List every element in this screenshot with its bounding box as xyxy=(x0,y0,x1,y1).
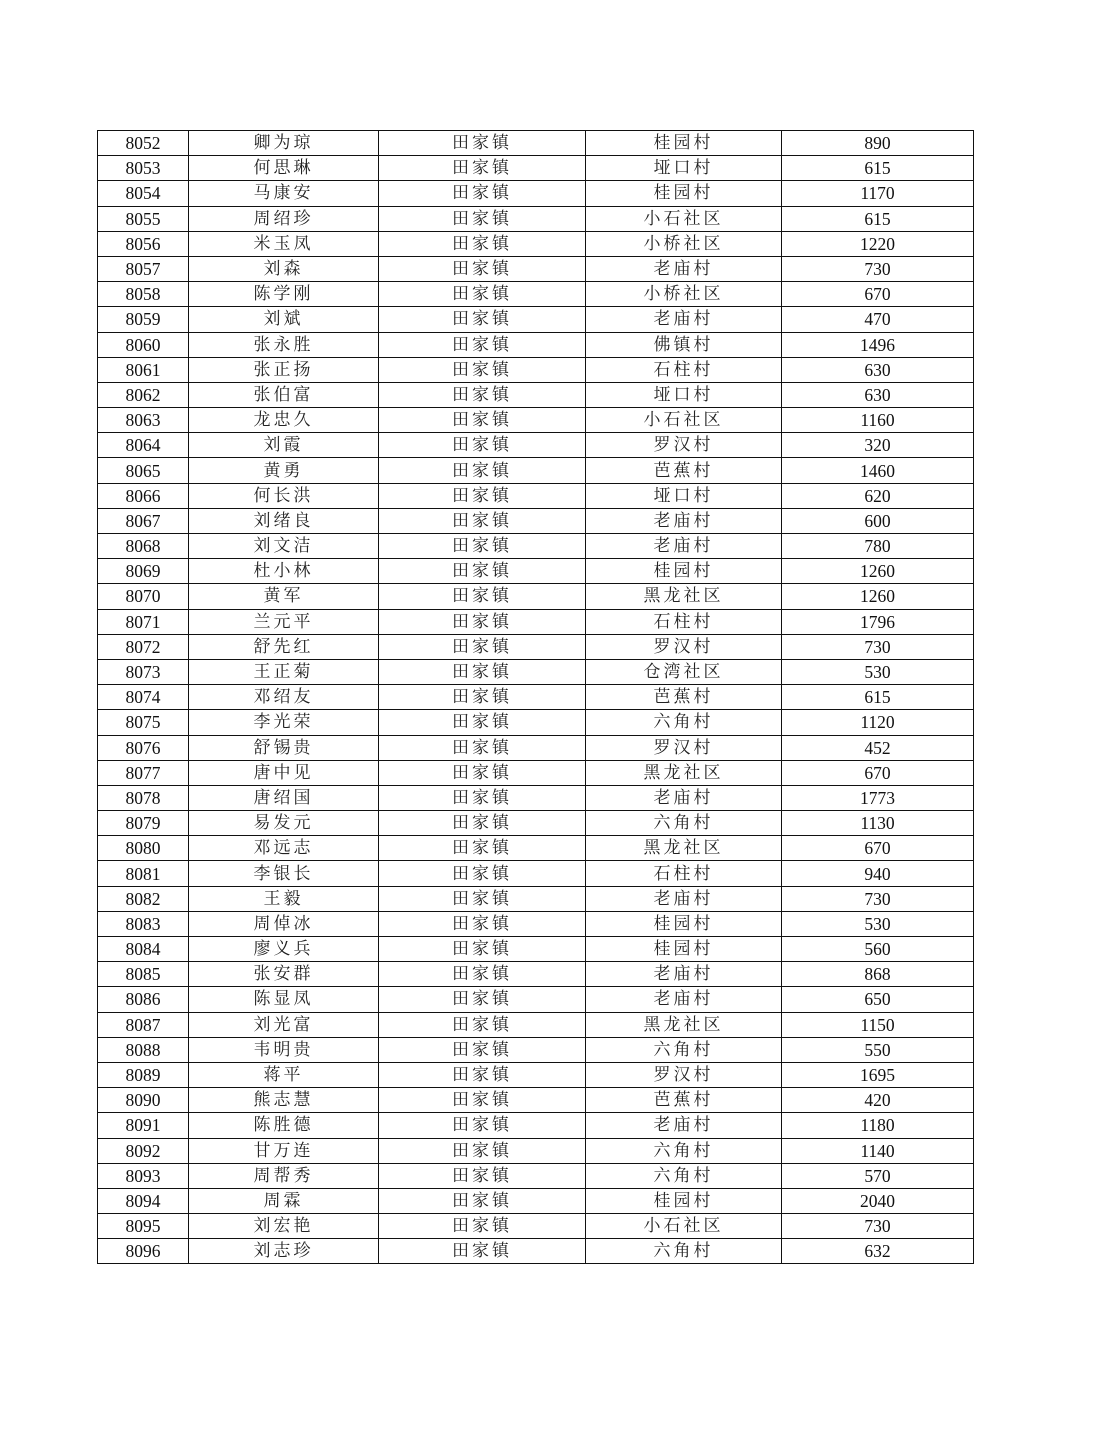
cell-id: 8054 xyxy=(98,181,189,206)
cell-name: 刘斌 xyxy=(189,307,379,332)
table-row xyxy=(98,1113,974,1138)
cell-village: 六角村 xyxy=(586,811,782,836)
cell-name: 周霖 xyxy=(189,1188,379,1213)
cell-amount: 1496 xyxy=(782,332,974,357)
cell-id: 8057 xyxy=(98,256,189,281)
table-row xyxy=(98,1062,974,1087)
cell-village: 老庙村 xyxy=(586,307,782,332)
cell-amount: 570 xyxy=(782,1163,974,1188)
cell-village: 桂园村 xyxy=(586,1188,782,1213)
cell-town: 田家镇 xyxy=(379,937,586,962)
cell-village: 石柱村 xyxy=(586,609,782,634)
cell-id: 8084 xyxy=(98,937,189,962)
cell-village: 桂园村 xyxy=(586,181,782,206)
cell-id: 8075 xyxy=(98,710,189,735)
cell-amount: 1140 xyxy=(782,1138,974,1163)
cell-name: 陈显凤 xyxy=(189,987,379,1012)
cell-village: 小石社区 xyxy=(586,1214,782,1239)
table-row xyxy=(98,231,974,256)
cell-town: 田家镇 xyxy=(379,911,586,936)
cell-town: 田家镇 xyxy=(379,710,586,735)
cell-name: 易发元 xyxy=(189,811,379,836)
cell-name: 舒先红 xyxy=(189,634,379,659)
cell-town: 田家镇 xyxy=(379,685,586,710)
cell-town: 田家镇 xyxy=(379,483,586,508)
cell-town: 田家镇 xyxy=(379,332,586,357)
cell-amount: 630 xyxy=(782,382,974,407)
cell-amount: 600 xyxy=(782,508,974,533)
cell-town: 田家镇 xyxy=(379,861,586,886)
cell-name: 张伯富 xyxy=(189,382,379,407)
cell-town: 田家镇 xyxy=(379,659,586,684)
cell-town: 田家镇 xyxy=(379,282,586,307)
cell-name: 周绍珍 xyxy=(189,206,379,231)
cell-name: 唐绍国 xyxy=(189,785,379,810)
cell-town: 田家镇 xyxy=(379,886,586,911)
cell-village: 老庙村 xyxy=(586,256,782,281)
cell-id: 8078 xyxy=(98,785,189,810)
cell-amount: 730 xyxy=(782,886,974,911)
cell-village: 老庙村 xyxy=(586,987,782,1012)
cell-town: 田家镇 xyxy=(379,1239,586,1264)
table-row xyxy=(98,357,974,382)
table-row xyxy=(98,433,974,458)
table-row xyxy=(98,1088,974,1113)
table-row xyxy=(98,282,974,307)
cell-name: 刘文洁 xyxy=(189,534,379,559)
table-row xyxy=(98,584,974,609)
cell-town: 田家镇 xyxy=(379,634,586,659)
table-row xyxy=(98,659,974,684)
table-row xyxy=(98,911,974,936)
cell-id: 8052 xyxy=(98,131,189,156)
cell-id: 8056 xyxy=(98,231,189,256)
cell-village: 老庙村 xyxy=(586,534,782,559)
cell-amount: 650 xyxy=(782,987,974,1012)
cell-amount: 1260 xyxy=(782,559,974,584)
cell-amount: 470 xyxy=(782,307,974,332)
table-row xyxy=(98,987,974,1012)
cell-amount: 1170 xyxy=(782,181,974,206)
cell-id: 8090 xyxy=(98,1088,189,1113)
table-row xyxy=(98,332,974,357)
cell-village: 芭蕉村 xyxy=(586,685,782,710)
cell-amount: 670 xyxy=(782,760,974,785)
cell-amount: 1695 xyxy=(782,1062,974,1087)
cell-id: 8089 xyxy=(98,1062,189,1087)
cell-village: 六角村 xyxy=(586,1163,782,1188)
cell-town: 田家镇 xyxy=(379,357,586,382)
cell-village: 芭蕉村 xyxy=(586,458,782,483)
cell-id: 8091 xyxy=(98,1113,189,1138)
cell-amount: 615 xyxy=(782,685,974,710)
cell-village: 六角村 xyxy=(586,710,782,735)
cell-name: 韦明贵 xyxy=(189,1037,379,1062)
table-row xyxy=(98,483,974,508)
cell-name: 舒锡贵 xyxy=(189,735,379,760)
cell-amount: 1796 xyxy=(782,609,974,634)
cell-town: 田家镇 xyxy=(379,1088,586,1113)
cell-town: 田家镇 xyxy=(379,508,586,533)
table-row xyxy=(98,785,974,810)
table-row xyxy=(98,1188,974,1213)
cell-town: 田家镇 xyxy=(379,1163,586,1188)
table-row xyxy=(98,559,974,584)
table-row xyxy=(98,131,974,156)
cell-amount: 890 xyxy=(782,131,974,156)
table-row xyxy=(98,458,974,483)
cell-village: 芭蕉村 xyxy=(586,1088,782,1113)
cell-town: 田家镇 xyxy=(379,433,586,458)
cell-amount: 632 xyxy=(782,1239,974,1264)
cell-village: 六角村 xyxy=(586,1037,782,1062)
cell-name: 刘志珍 xyxy=(189,1239,379,1264)
table-row xyxy=(98,861,974,886)
cell-village: 桂园村 xyxy=(586,559,782,584)
table-row xyxy=(98,206,974,231)
cell-name: 蒋平 xyxy=(189,1062,379,1087)
table-row xyxy=(98,408,974,433)
cell-name: 王正菊 xyxy=(189,659,379,684)
cell-name: 黄军 xyxy=(189,584,379,609)
cell-town: 田家镇 xyxy=(379,1062,586,1087)
cell-town: 田家镇 xyxy=(379,408,586,433)
cell-id: 8061 xyxy=(98,357,189,382)
cell-name: 王毅 xyxy=(189,886,379,911)
cell-id: 8063 xyxy=(98,408,189,433)
cell-id: 8093 xyxy=(98,1163,189,1188)
cell-village: 小石社区 xyxy=(586,408,782,433)
cell-amount: 868 xyxy=(782,962,974,987)
cell-town: 田家镇 xyxy=(379,1138,586,1163)
cell-town: 田家镇 xyxy=(379,760,586,785)
cell-town: 田家镇 xyxy=(379,131,586,156)
cell-amount: 550 xyxy=(782,1037,974,1062)
table-body xyxy=(98,131,974,1264)
cell-village: 石柱村 xyxy=(586,357,782,382)
cell-village: 老庙村 xyxy=(586,962,782,987)
cell-name: 马康安 xyxy=(189,181,379,206)
cell-village: 老庙村 xyxy=(586,785,782,810)
cell-name: 兰元平 xyxy=(189,609,379,634)
cell-name: 甘万连 xyxy=(189,1138,379,1163)
cell-town: 田家镇 xyxy=(379,382,586,407)
cell-amount: 1773 xyxy=(782,785,974,810)
cell-amount: 1260 xyxy=(782,584,974,609)
table-row xyxy=(98,181,974,206)
cell-village: 垭口村 xyxy=(586,382,782,407)
cell-village: 老庙村 xyxy=(586,886,782,911)
cell-town: 田家镇 xyxy=(379,609,586,634)
cell-id: 8095 xyxy=(98,1214,189,1239)
cell-id: 8074 xyxy=(98,685,189,710)
cell-name: 张正扬 xyxy=(189,357,379,382)
cell-id: 8070 xyxy=(98,584,189,609)
cell-id: 8080 xyxy=(98,836,189,861)
table-row xyxy=(98,1012,974,1037)
cell-name: 张永胜 xyxy=(189,332,379,357)
cell-town: 田家镇 xyxy=(379,962,586,987)
cell-name: 刘霞 xyxy=(189,433,379,458)
cell-name: 米玉凤 xyxy=(189,231,379,256)
cell-village: 黑龙社区 xyxy=(586,584,782,609)
cell-id: 8088 xyxy=(98,1037,189,1062)
cell-amount: 1150 xyxy=(782,1012,974,1037)
table-row xyxy=(98,508,974,533)
cell-village: 罗汉村 xyxy=(586,634,782,659)
table-row xyxy=(98,962,974,987)
table-row xyxy=(98,710,974,735)
cell-name: 刘森 xyxy=(189,256,379,281)
cell-village: 小桥社区 xyxy=(586,231,782,256)
cell-name: 张安群 xyxy=(189,962,379,987)
cell-village: 罗汉村 xyxy=(586,735,782,760)
table-row xyxy=(98,634,974,659)
cell-town: 田家镇 xyxy=(379,836,586,861)
cell-village: 六角村 xyxy=(586,1138,782,1163)
cell-town: 田家镇 xyxy=(379,1113,586,1138)
table-row xyxy=(98,382,974,407)
cell-id: 8076 xyxy=(98,735,189,760)
table-row xyxy=(98,1214,974,1239)
table-row xyxy=(98,1037,974,1062)
cell-id: 8094 xyxy=(98,1188,189,1213)
cell-id: 8071 xyxy=(98,609,189,634)
cell-village: 桂园村 xyxy=(586,911,782,936)
cell-village: 黑龙社区 xyxy=(586,1012,782,1037)
cell-amount: 630 xyxy=(782,357,974,382)
table-row xyxy=(98,811,974,836)
cell-amount: 420 xyxy=(782,1088,974,1113)
cell-town: 田家镇 xyxy=(379,1214,586,1239)
cell-id: 8064 xyxy=(98,433,189,458)
cell-amount: 615 xyxy=(782,206,974,231)
cell-id: 8060 xyxy=(98,332,189,357)
table-row xyxy=(98,760,974,785)
cell-name: 李银长 xyxy=(189,861,379,886)
cell-amount: 620 xyxy=(782,483,974,508)
cell-id: 8081 xyxy=(98,861,189,886)
cell-id: 8053 xyxy=(98,156,189,181)
cell-name: 黄勇 xyxy=(189,458,379,483)
table-row xyxy=(98,1138,974,1163)
cell-id: 8067 xyxy=(98,508,189,533)
cell-id: 8059 xyxy=(98,307,189,332)
cell-town: 田家镇 xyxy=(379,181,586,206)
cell-village: 垭口村 xyxy=(586,156,782,181)
cell-village: 老庙村 xyxy=(586,508,782,533)
cell-town: 田家镇 xyxy=(379,1037,586,1062)
cell-id: 8077 xyxy=(98,760,189,785)
cell-amount: 560 xyxy=(782,937,974,962)
cell-amount: 452 xyxy=(782,735,974,760)
cell-name: 邓绍友 xyxy=(189,685,379,710)
cell-name: 周倬冰 xyxy=(189,911,379,936)
cell-id: 8079 xyxy=(98,811,189,836)
cell-village: 罗汉村 xyxy=(586,1062,782,1087)
cell-name: 周帮秀 xyxy=(189,1163,379,1188)
cell-id: 8055 xyxy=(98,206,189,231)
cell-amount: 1460 xyxy=(782,458,974,483)
cell-id: 8087 xyxy=(98,1012,189,1037)
table-row xyxy=(98,156,974,181)
cell-amount: 320 xyxy=(782,433,974,458)
cell-amount: 1130 xyxy=(782,811,974,836)
table-row xyxy=(98,735,974,760)
cell-id: 8072 xyxy=(98,634,189,659)
cell-amount: 530 xyxy=(782,911,974,936)
cell-id: 8082 xyxy=(98,886,189,911)
cell-name: 李光荣 xyxy=(189,710,379,735)
cell-name: 唐中见 xyxy=(189,760,379,785)
cell-name: 杜小林 xyxy=(189,559,379,584)
cell-village: 黑龙社区 xyxy=(586,760,782,785)
table-row xyxy=(98,609,974,634)
cell-id: 8092 xyxy=(98,1138,189,1163)
cell-amount: 530 xyxy=(782,659,974,684)
cell-town: 田家镇 xyxy=(379,231,586,256)
cell-town: 田家镇 xyxy=(379,206,586,231)
cell-village: 老庙村 xyxy=(586,1113,782,1138)
cell-town: 田家镇 xyxy=(379,1012,586,1037)
cell-name: 陈胜德 xyxy=(189,1113,379,1138)
cell-amount: 670 xyxy=(782,282,974,307)
cell-name: 熊志慧 xyxy=(189,1088,379,1113)
cell-id: 8065 xyxy=(98,458,189,483)
cell-village: 桂园村 xyxy=(586,131,782,156)
cell-id: 8096 xyxy=(98,1239,189,1264)
cell-amount: 730 xyxy=(782,1214,974,1239)
cell-name: 卿为琼 xyxy=(189,131,379,156)
cell-amount: 1120 xyxy=(782,710,974,735)
cell-name: 廖义兵 xyxy=(189,937,379,962)
table-row xyxy=(98,937,974,962)
cell-id: 8073 xyxy=(98,659,189,684)
cell-town: 田家镇 xyxy=(379,307,586,332)
cell-id: 8066 xyxy=(98,483,189,508)
cell-town: 田家镇 xyxy=(379,785,586,810)
cell-id: 8058 xyxy=(98,282,189,307)
table-row xyxy=(98,1239,974,1264)
table-row xyxy=(98,836,974,861)
cell-id: 8083 xyxy=(98,911,189,936)
cell-amount: 1160 xyxy=(782,408,974,433)
cell-town: 田家镇 xyxy=(379,458,586,483)
cell-id: 8086 xyxy=(98,987,189,1012)
cell-village: 黑龙社区 xyxy=(586,836,782,861)
cell-amount: 2040 xyxy=(782,1188,974,1213)
cell-village: 小石社区 xyxy=(586,206,782,231)
cell-amount: 940 xyxy=(782,861,974,886)
cell-amount: 1180 xyxy=(782,1113,974,1138)
cell-town: 田家镇 xyxy=(379,811,586,836)
cell-name: 龙忠久 xyxy=(189,408,379,433)
cell-town: 田家镇 xyxy=(379,534,586,559)
data-table xyxy=(97,130,974,1264)
cell-village: 六角村 xyxy=(586,1239,782,1264)
cell-village: 佛镇村 xyxy=(586,332,782,357)
table-row xyxy=(98,1163,974,1188)
table-row xyxy=(98,307,974,332)
cell-town: 田家镇 xyxy=(379,735,586,760)
cell-amount: 670 xyxy=(782,836,974,861)
cell-id: 8062 xyxy=(98,382,189,407)
cell-amount: 780 xyxy=(782,534,974,559)
table-row xyxy=(98,256,974,281)
cell-name: 何思琳 xyxy=(189,156,379,181)
cell-name: 何长洪 xyxy=(189,483,379,508)
cell-town: 田家镇 xyxy=(379,256,586,281)
cell-amount: 615 xyxy=(782,156,974,181)
cell-town: 田家镇 xyxy=(379,559,586,584)
cell-town: 田家镇 xyxy=(379,1188,586,1213)
cell-town: 田家镇 xyxy=(379,156,586,181)
cell-id: 8069 xyxy=(98,559,189,584)
cell-name: 刘绪良 xyxy=(189,508,379,533)
cell-name: 刘宏艳 xyxy=(189,1214,379,1239)
cell-name: 刘光富 xyxy=(189,1012,379,1037)
cell-name: 邓远志 xyxy=(189,836,379,861)
cell-village: 仓湾社区 xyxy=(586,659,782,684)
table-row xyxy=(98,685,974,710)
cell-id: 8085 xyxy=(98,962,189,987)
cell-village: 小桥社区 xyxy=(586,282,782,307)
cell-amount: 1220 xyxy=(782,231,974,256)
cell-village: 罗汉村 xyxy=(586,433,782,458)
cell-village: 桂园村 xyxy=(586,937,782,962)
cell-village: 石柱村 xyxy=(586,861,782,886)
table-row xyxy=(98,534,974,559)
cell-name: 陈学刚 xyxy=(189,282,379,307)
cell-amount: 730 xyxy=(782,256,974,281)
cell-town: 田家镇 xyxy=(379,987,586,1012)
cell-town: 田家镇 xyxy=(379,584,586,609)
cell-amount: 730 xyxy=(782,634,974,659)
table-row xyxy=(98,886,974,911)
cell-id: 8068 xyxy=(98,534,189,559)
cell-village: 垭口村 xyxy=(586,483,782,508)
